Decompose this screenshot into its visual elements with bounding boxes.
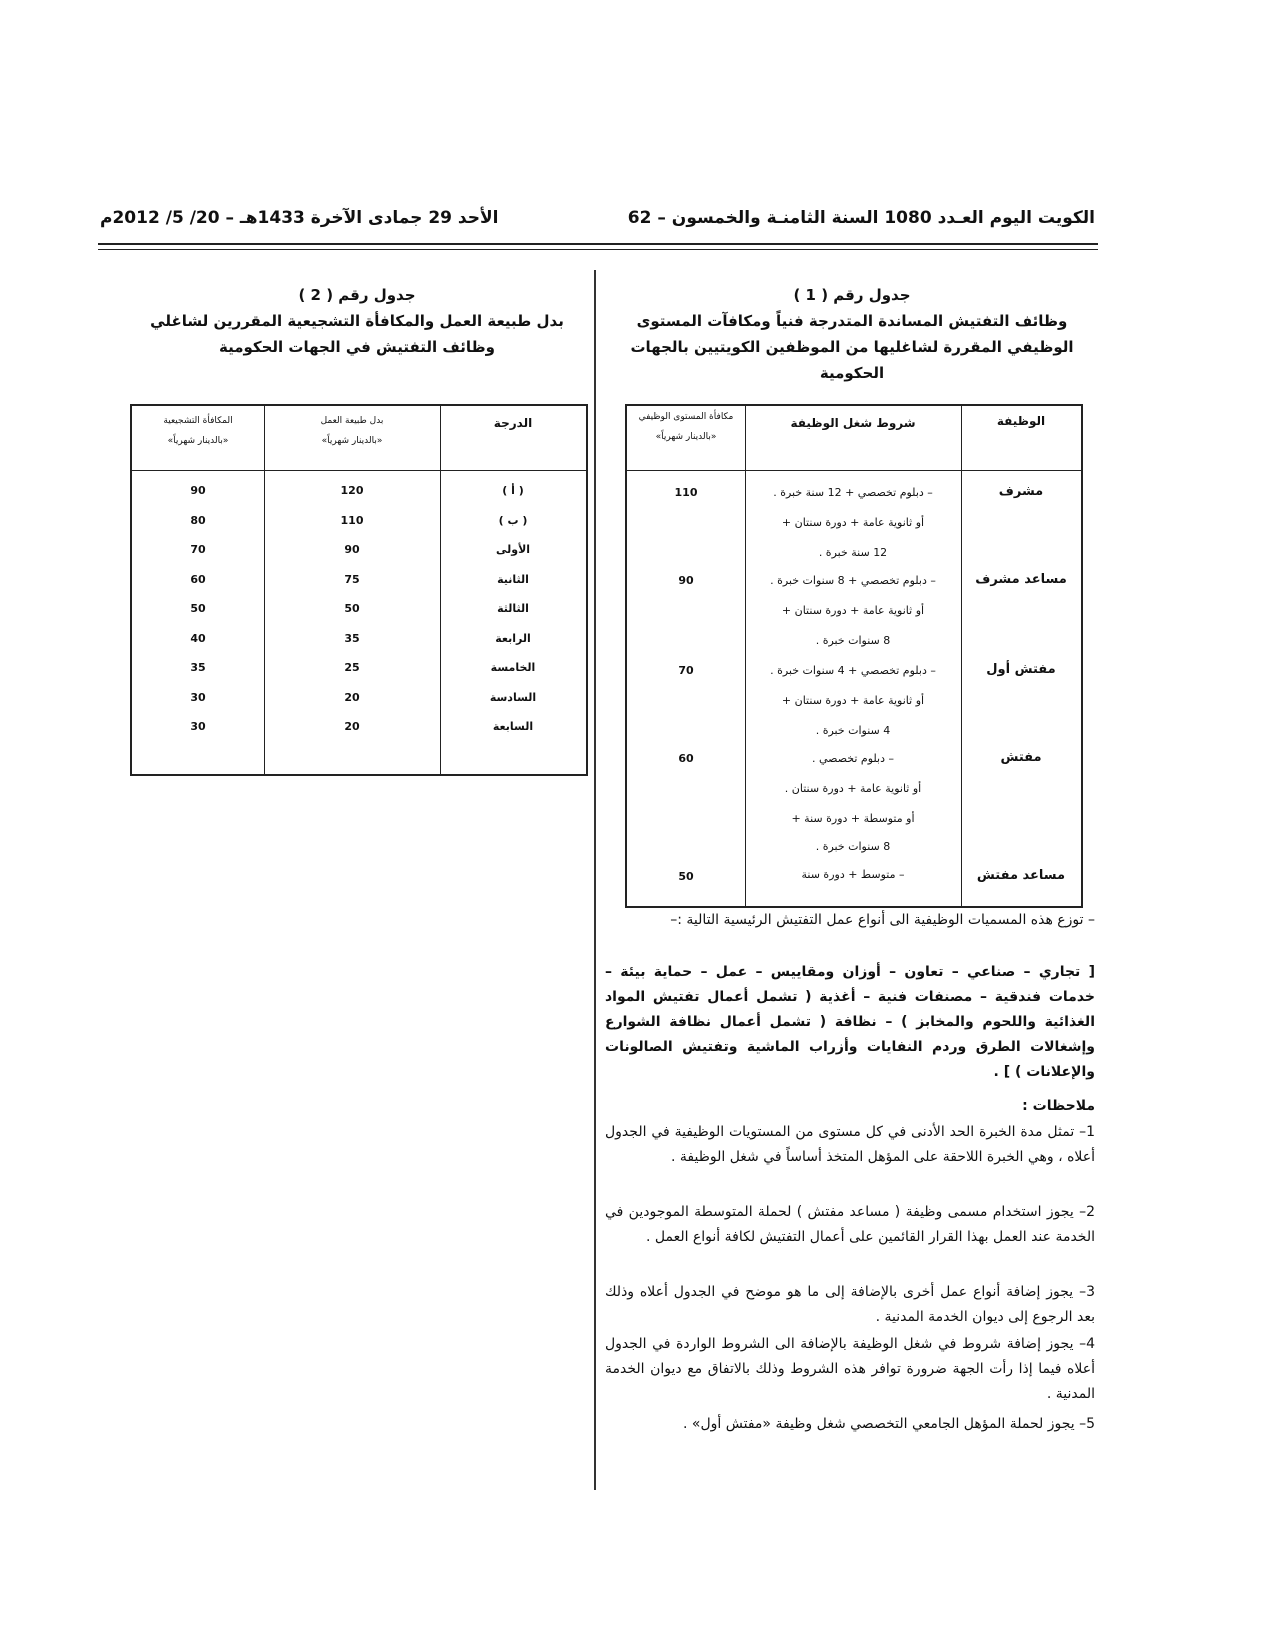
table1-title-line: وظائف التفتيش المساندة المتدرجة فنياً ومكافآت المستوى xyxy=(636,312,1068,330)
table1-heading xyxy=(620,282,1084,386)
table-row: 110 xyxy=(674,486,698,499)
table2-header-bonus-unit: «بالدينار شهرياً» xyxy=(167,436,229,446)
table-row: أو متوسطة + دورة سنة + xyxy=(791,812,915,825)
notes-title: ملاحظات : xyxy=(1022,1098,1095,1114)
table2 xyxy=(130,404,588,776)
table-row: السادسة xyxy=(489,690,537,704)
table-row: مفتش أول xyxy=(986,662,1056,677)
table1-title-line: الحكومية xyxy=(819,364,885,382)
table-row: 60 xyxy=(678,752,694,765)
table-row: أو ثانوية عامة + دورة سنتان + xyxy=(781,516,925,529)
table-row: 90 xyxy=(190,484,206,497)
table-row: – دبلوم تخصصي + 8 سنوات خبرة . xyxy=(770,574,936,587)
note-3: 3– يجوز إضافة أنواع عمل أخرى بالإضافة إلى ما هو موضح في الجدول أعلاه وذلك بعد الرجوع إلى ديوان الخدمة المدنية . xyxy=(605,1284,1095,1325)
table2-title-line: بدل طبيعة العمل والمكافأة التشجيعية المقررين لشاغلي xyxy=(150,312,564,330)
table1 xyxy=(625,404,1083,908)
table-row: 60 xyxy=(190,572,206,586)
table-row: 30 xyxy=(190,720,206,733)
table1-caption: جدول رقم ( 1 ) xyxy=(793,286,911,304)
table-row: الأولى xyxy=(495,543,531,556)
table-row: 50 xyxy=(190,602,206,615)
column-divider xyxy=(594,270,596,1490)
header-left: الأحد 29 جمادى الآخرة 1433هـ – 20/ 5/ 2012م xyxy=(100,208,499,228)
table1-title-line: الوظيفي المقررة لشاغليها من الموظفين الكويتيين بالجهات xyxy=(630,338,1074,356)
table1-header-job: الوظيفة xyxy=(996,414,1046,428)
table-row: أو ثانوية عامة + دورة سنتان + xyxy=(781,694,925,707)
table-row: 90 xyxy=(344,543,360,556)
header-rule xyxy=(98,243,1098,250)
table-row: 50 xyxy=(344,602,360,615)
table-row: مساعد مشرف xyxy=(975,572,1067,587)
table-row: 8 سنوات خبرة . xyxy=(815,634,891,647)
table-row: ( ب ) xyxy=(498,513,528,527)
table-row: – دبلوم تخصصي + 12 سنة خبرة . xyxy=(773,486,933,499)
table-row: 35 xyxy=(190,661,206,674)
table-row: 50 xyxy=(678,870,694,883)
table-row: الرابعة xyxy=(495,631,531,645)
distribution-text: – توزع هذه المسميات الوظيفية الى أنواع عمل التفتيش الرئيسية التالية :– xyxy=(670,912,1095,928)
table-row: أو ثانوية عامة + دورة سنتان . xyxy=(784,782,922,795)
table-row: 40 xyxy=(190,631,206,645)
table-row: 90 xyxy=(678,574,694,587)
table-row: 20 xyxy=(344,690,360,704)
table-row: أو ثانوية عامة + دورة سنتان + xyxy=(781,604,925,617)
table-row: 110 xyxy=(340,513,364,527)
table-row: – دبلوم تخصصي + 4 سنوات خبرة . xyxy=(770,664,936,677)
note-1: 1– تمثل مدة الخبرة الحد الأدنى في كل مستوى من المستويات الوظيفية في الجدول أعلاه ، وهي الخبرة اللاحقة على المؤهل المتخذ أساساً في شغل الوظيفة . xyxy=(605,1124,1095,1165)
table-row: الثالثة xyxy=(497,602,529,615)
table2-heading xyxy=(120,282,594,360)
note-4: 4– يجوز إضافة شروط في شغل الوظيفة بالإضافة الى الشروط الواردة في الجدول أعلاه فيما إذا رأت الجهة ضرورة توافر هذه الشروط وذلك بالاتفاق مع ديوان الخدمة المدنية . xyxy=(605,1336,1095,1402)
table-row: 8 سنوات خبرة . xyxy=(815,840,891,853)
table-row: 4 سنوات خبرة . xyxy=(815,724,891,737)
table2-header-grade: الدرجة xyxy=(493,416,533,430)
table-row: السابعة xyxy=(492,720,534,733)
header-right: الكويت اليوم العـدد 1080 السنة الثامنـة والخمسون – 62 xyxy=(627,208,1095,228)
table-row: 120 xyxy=(340,484,364,497)
table1-header-reward: مكافأة المستوى الوظيفي xyxy=(638,412,734,422)
table-row: 20 xyxy=(344,720,360,733)
table-row: ( أ ) xyxy=(502,484,524,497)
table-row: الثانية xyxy=(497,572,529,586)
table2-header-allowance-unit: «بالدينار شهرياً» xyxy=(321,436,383,446)
table1-header-reward-unit: «بالدينار شهرياً» xyxy=(655,432,717,442)
table-row: 12 سنة خبرة . xyxy=(818,546,888,559)
table-row: مساعد مفتش xyxy=(976,868,1066,883)
table2-header-allowance: بدل طبيعة العمل xyxy=(320,416,384,426)
table2-caption: جدول رقم ( 2 ) xyxy=(298,286,416,304)
table-row: 80 xyxy=(190,513,206,527)
table-row: مشرف xyxy=(998,484,1044,499)
table1-header-conditions: شروط شغل الوظيفة xyxy=(790,416,916,430)
table-row: – متوسط + دورة سنة xyxy=(801,868,905,881)
table-row: 30 xyxy=(190,690,206,704)
table-row: مفتش xyxy=(1000,750,1042,765)
table-row: 25 xyxy=(344,661,360,674)
table-row: 70 xyxy=(678,664,694,677)
note-2: 2– يجوز استخدام مسمى وظيفة ( مساعد مفتش ) لحملة المتوسطة الموجودين في الخدمة عند العمل بهذا القرار القائمين على أعمال التفتيش لكافة أنواع العمل . xyxy=(605,1204,1095,1245)
table-row: 70 xyxy=(190,543,206,556)
table-row: الخامسة xyxy=(490,661,536,674)
table-row: 35 xyxy=(344,631,360,645)
note-5: 5– يجوز لحملة المؤهل الجامعي التخصصي شغل وظيفة «مفتش أول» . xyxy=(683,1416,1095,1432)
categories-text: [ تجاري – صناعي – تعاون – أوزان ومقاييس – عمل – حماية بيئة – خدمات فندقية – مصنفات فنية – أغذية ( تشمل أعمال تفتيش المواد الغذائية واللحوم والمخابز ) – نظافة ( تشمل أعمال نظافة الشوارع وإشغالات الطرق وردم النفايات وأزراب الماشية وتفتيش الصالونات والإعلانات ) ] . xyxy=(605,964,1095,1080)
table-row: – دبلوم تخصصي . xyxy=(812,752,894,765)
table2-title-line: وظائف التفتيش في الجهات الحكومية xyxy=(218,338,496,356)
table2-header-bonus: المكافأة التشجيعية xyxy=(163,416,233,426)
table-row: 75 xyxy=(344,572,360,586)
